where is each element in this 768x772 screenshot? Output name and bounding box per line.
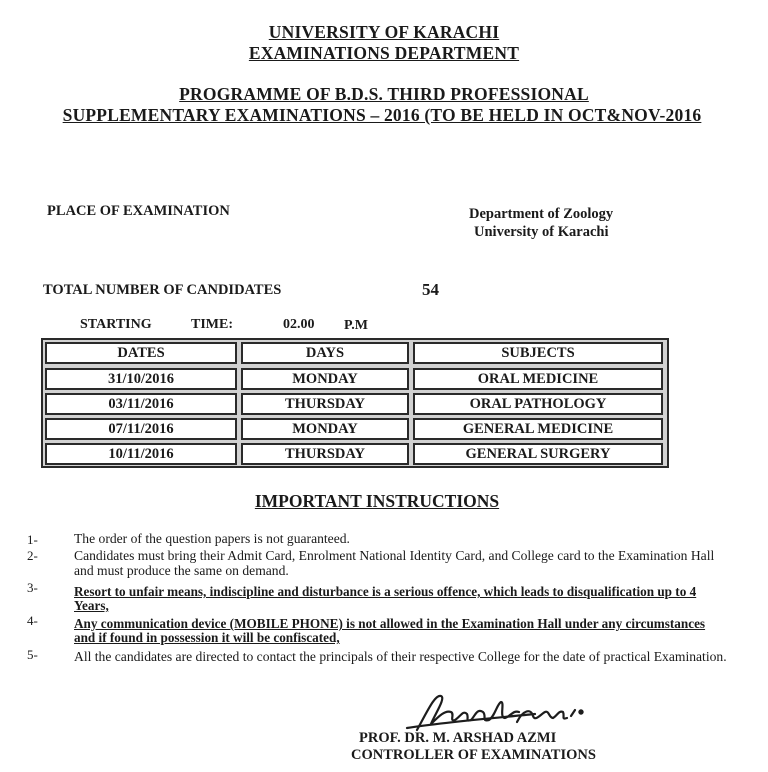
- time-label: TIME:: [191, 317, 233, 332]
- header-dates: DATES: [45, 342, 237, 364]
- start-time-period: P.M: [344, 318, 368, 333]
- instruction-4-text-line1: Any communication device (MOBILE PHONE) is not allowed in the Examination Hall under any circumstances: [74, 616, 706, 631]
- row3-subject: GENERAL MEDICINE: [413, 418, 663, 440]
- instruction-3-text-line2: Years,: [74, 598, 109, 613]
- row2-day: THURSDAY: [241, 393, 409, 415]
- university-title: UNIVERSITY OF KARACHI: [268, 22, 500, 42]
- programme-title-line1: PROGRAMME OF B.D.S. THIRD PROFESSIONAL: [179, 84, 589, 104]
- candidates-label: TOTAL NUMBER OF CANDIDATES: [43, 282, 282, 298]
- starting-label: STARTING: [80, 317, 152, 332]
- signatory-title: CONTROLLER OF EXAMINATIONS: [351, 747, 596, 763]
- department-title: EXAMINATIONS DEPARTMENT: [248, 43, 520, 63]
- row4-day: THURSDAY: [241, 443, 409, 465]
- header-subjects: SUBJECTS: [413, 342, 663, 364]
- instruction-1-number: 1-: [27, 532, 38, 547]
- place-value-line1: Department of Zoology: [469, 206, 614, 222]
- instruction-5-text: All the candidates are directed to contact the principals of their respective College for the date of practical Examination.: [74, 649, 727, 664]
- row4-subject: GENERAL SURGERY: [413, 443, 663, 465]
- place-label: PLACE OF EXAMINATION: [47, 203, 230, 219]
- instruction-2-text-line1: Candidates must bring their Admit Card, Enrolment National Identity Card, and College card to the Examination Hall: [74, 548, 715, 563]
- instruction-2-number: 2-: [27, 548, 38, 563]
- instruction-4-number: 4-: [27, 613, 38, 628]
- instruction-5-number: 5-: [27, 647, 38, 662]
- header-days: DAYS: [241, 342, 409, 364]
- row1-date: 31/10/2016: [45, 368, 237, 390]
- row4-date: 10/11/2016: [45, 443, 237, 465]
- row2-date: 03/11/2016: [45, 393, 237, 415]
- row1-day: MONDAY: [241, 368, 409, 390]
- signatory-name: PROF. DR. M. ARSHAD AZMI: [359, 730, 557, 746]
- instructions-title: IMPORTANT INSTRUCTIONS: [254, 491, 500, 511]
- candidates-count: 54: [422, 280, 439, 299]
- row3-date: 07/11/2016: [45, 418, 237, 440]
- instruction-2-text-line2: and must produce the same on demand.: [74, 563, 289, 578]
- row1-subject: ORAL MEDICINE: [413, 368, 663, 390]
- row2-subject: ORAL PATHOLOGY: [413, 393, 663, 415]
- instruction-1-text: The order of the question papers is not guaranteed.: [74, 531, 350, 546]
- exam-schedule-table: [41, 338, 669, 468]
- place-value-line2: University of Karachi: [474, 224, 609, 240]
- start-time-value: 02.00: [283, 317, 315, 332]
- instruction-3-text-line1: Resort to unfair means, indiscipline and disturbance is a serious offence, which leads to disqualification up to 4: [74, 584, 697, 599]
- instruction-3-number: 3-: [27, 580, 38, 595]
- programme-title-line2: SUPPLEMENTARY EXAMINATIONS – 2016 (TO BE HELD IN OCT&NOV-2016: [62, 105, 702, 125]
- row3-day: MONDAY: [241, 418, 409, 440]
- instruction-4-text-line2: and if found in possession it will be confiscated,: [74, 630, 340, 645]
